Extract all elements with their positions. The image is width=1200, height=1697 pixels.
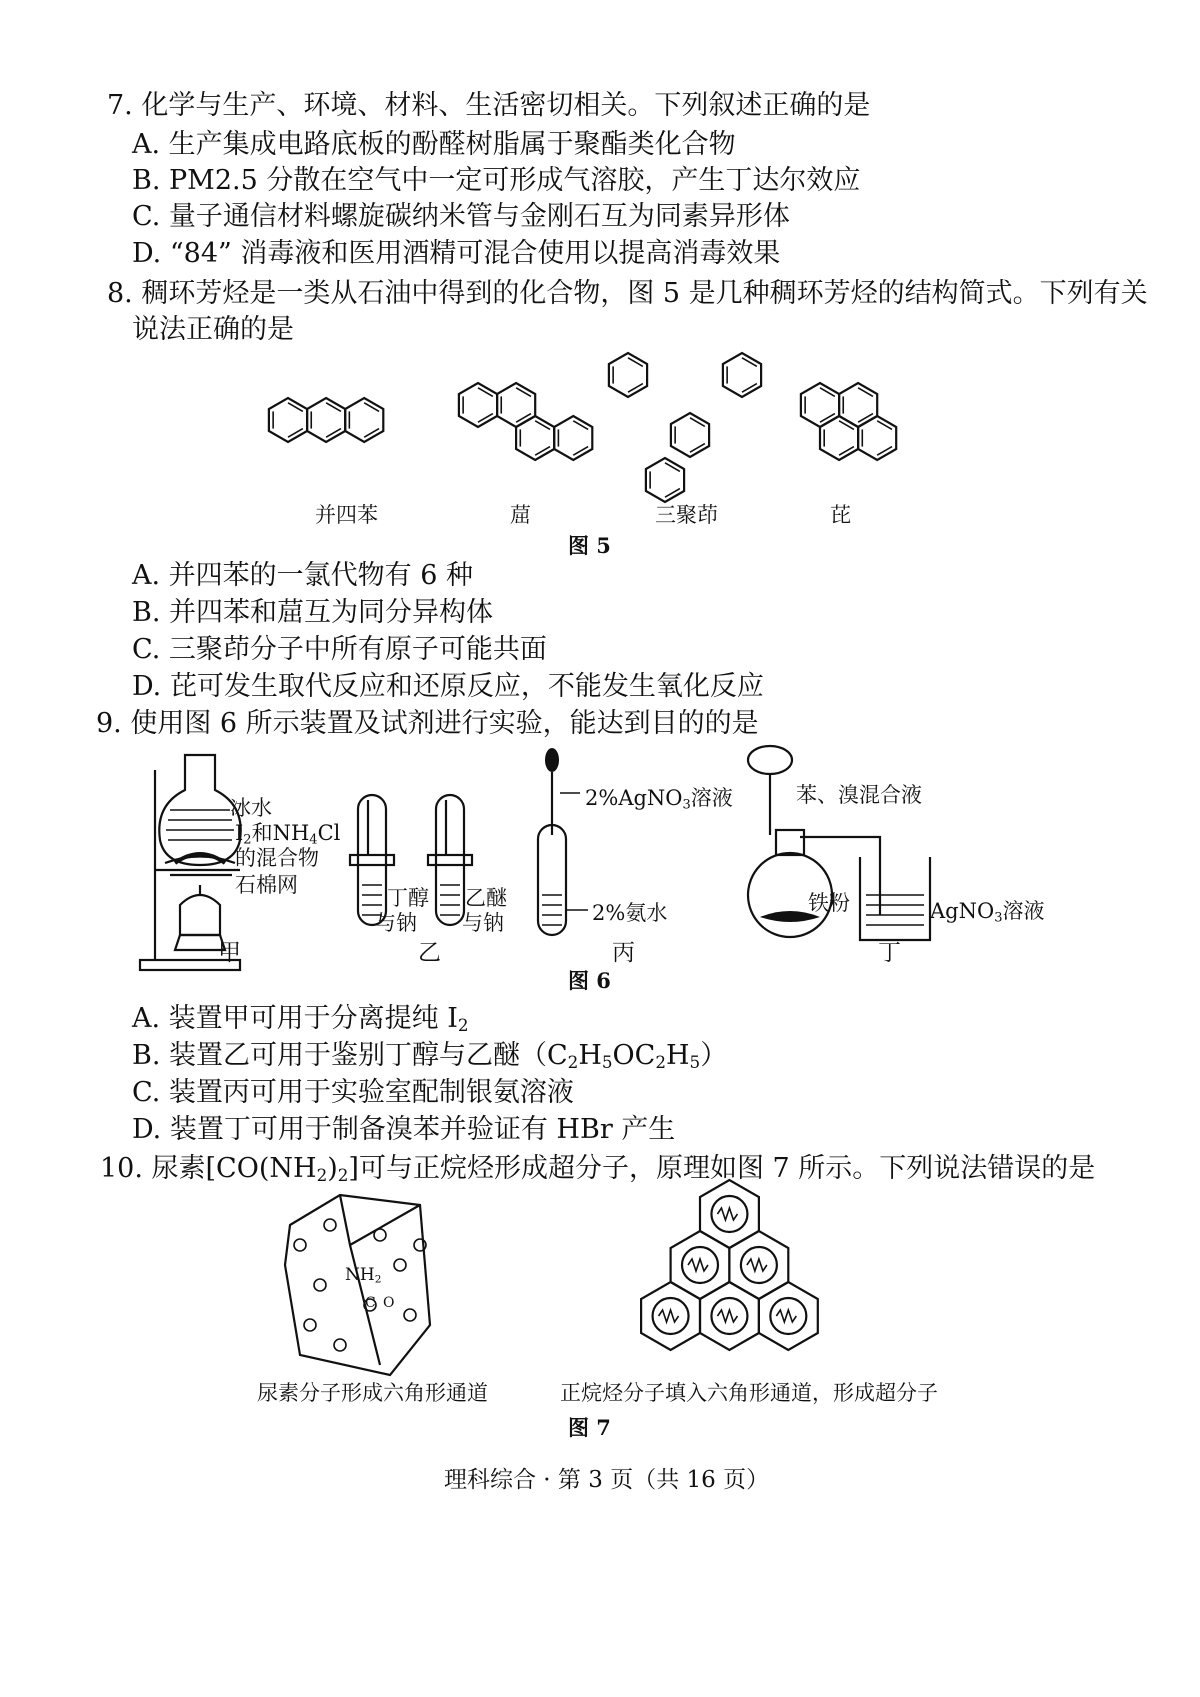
label-ether-2: 与钠 [462, 911, 504, 935]
q9-option-b: B. 装置乙可用于鉴别丁醇与乙醚$(C_2H_5OC_2H_5)$ [132, 1040, 728, 1073]
tetracene-structure [269, 398, 383, 442]
apparatus-name-yi: 乙 [418, 940, 441, 966]
q8-option-d: D. 芘可发生取代反应和还原反应，不能发生氧化反应 [132, 671, 764, 702]
page-footer: 理科综合 · 第 3 页（共 16 页） [444, 1467, 770, 1493]
q9-option-a: A. 装置甲可用于分离提纯 $I_2$ [132, 1003, 469, 1036]
label-nh2: $NH_2$ [345, 1265, 382, 1286]
chrysene-structure [459, 383, 592, 460]
q8-stem-line2: 说法正确的是 [132, 314, 294, 345]
label-ether-1: 乙醚 [465, 886, 507, 910]
label-ammonia: 2%氨水 [592, 901, 668, 925]
figure-6-caption: 图 6 [568, 968, 611, 993]
q7-option-c: C. 量子通信材料螺旋碳纳米管与金刚石互为同素异形体 [132, 201, 790, 232]
q8-stem-line1: 8. 稠环芳烃是一类从石油中得到的化合物，图 5 是几种稠环芳烃的结构简式。下列有关 [107, 278, 1148, 309]
q10-stem: 10. 尿素$[CO(NH_2)_2]$可与正烷烃形成超分子，原理如图 7 所示。下列说法错误的是 [100, 1153, 1096, 1186]
apparatus-bing [538, 748, 588, 935]
molecule-label-truxene: 三聚茚 [655, 503, 718, 527]
figure-7-right-caption: 正烷烃分子填入六角形通道，形成超分子 [560, 1381, 938, 1405]
figure-5-caption: 图 5 [568, 533, 611, 558]
figure-6 [0, 745, 1200, 975]
figure-5 [0, 350, 1200, 550]
label-c: C [365, 1295, 376, 1311]
label-ice-water: 冰水 [230, 796, 272, 820]
superstructure-hexagons [641, 1180, 818, 1350]
q9-stem: 9. 使用图 6 所示装置及试剂进行实验，能达到目的的是 [96, 708, 759, 739]
q8-option-c: C. 三聚茚分子中所有原子可能共面 [132, 634, 547, 665]
q7-option-b: B. PM2.5 分散在空气中一定可形成气溶胶，产生丁达尔效应 [132, 165, 861, 196]
pyrene-structure [801, 383, 896, 460]
q7-option-d: D. “84” 消毒液和医用酒精可混合使用以提高消毒效果 [132, 238, 781, 269]
label-i2-nh4cl: $I_2$和$NH_4Cl$ [235, 821, 341, 848]
molecule-label-tetracene: 并四苯 [315, 503, 378, 527]
label-o: O [383, 1295, 395, 1311]
label-mixture: 的混合物 [235, 846, 319, 870]
label-iron-powder: 铁粉 [808, 891, 850, 915]
molecule-label-chrysene: 䓛 [510, 503, 531, 527]
label-agno3-solution: 2%AgNO$_3$溶液 [585, 786, 733, 813]
label-benzene-bromine: 苯、溴混合液 [796, 783, 922, 807]
apparatus-name-ding: 丁 [878, 940, 901, 966]
q9-option-c: C. 装置丙可用于实验室配制银氨溶液 [132, 1077, 574, 1108]
apparatus-name-bing: 丙 [612, 940, 635, 966]
figure-7-left-caption: 尿素分子形成六角形通道 [257, 1381, 488, 1405]
label-butanol-1: 丁醇 [387, 886, 429, 910]
truxene-structure [609, 353, 761, 502]
q8-option-b: B. 并四苯和䓛互为同分异构体 [132, 597, 494, 628]
apparatus-jia [140, 755, 241, 970]
molecule-label-pyrene: 芘 [830, 503, 851, 527]
label-butanol-2: 与钠 [375, 911, 417, 935]
q7-option-a: A. 生产集成电路底板的酚醛树脂属于聚酯类化合物 [132, 129, 736, 160]
q9-option-d: D. 装置丁可用于制备溴苯并验证有 HBr 产生 [132, 1114, 676, 1145]
q8-option-a: A. 并四苯的一氯代物有 6 种 [132, 560, 474, 591]
figure-7-caption: 图 7 [568, 1415, 611, 1440]
q7-stem: 7. 化学与生产、环境、材料、生活密切相关。下列叙述正确的是 [107, 90, 871, 121]
label-asbestos-gauze: 石棉网 [235, 873, 298, 897]
apparatus-name-jia: 甲 [218, 940, 241, 966]
figure-7 [0, 1185, 1200, 1405]
label-beaker-agno3: AgNO$_3$溶液 [930, 899, 1045, 926]
